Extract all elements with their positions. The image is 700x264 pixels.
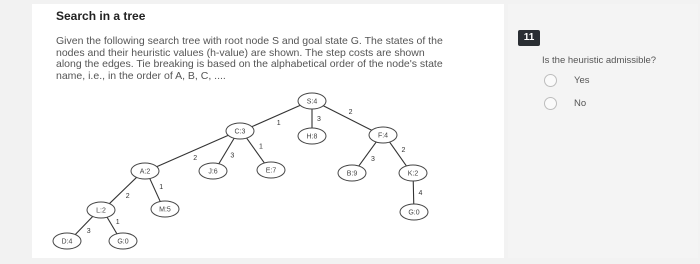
tree-node-h [298, 128, 326, 144]
node-label: C:3 [234, 128, 246, 136]
node-label: S:4 [306, 98, 318, 106]
tree-edge-c-j [218, 138, 234, 165]
option-no-label: No [574, 97, 587, 109]
tree-node-m [151, 201, 179, 217]
node-label: L:2 [96, 207, 106, 215]
tree-node-g2 [109, 233, 137, 249]
edge-cost-label: 3 [86, 228, 91, 236]
edges-layer [74, 104, 422, 236]
tree-node-d [53, 233, 81, 249]
node-label: J:6 [208, 168, 218, 176]
option-yes[interactable] [544, 73, 590, 87]
edge-cost-label: 4 [418, 189, 423, 197]
node-label: B:9 [346, 170, 358, 178]
node-label: D:4 [61, 238, 73, 246]
node-label: M:5 [159, 206, 171, 214]
tree-node-f [369, 127, 397, 143]
edge-cost-label: 3 [230, 152, 235, 160]
description-line: Given the following search tree with root node S and goal state G. The states of the [56, 35, 443, 47]
tree-node-c [226, 123, 254, 139]
node-label: F:4 [377, 132, 389, 140]
tree-node-a [131, 163, 159, 179]
question-number-badge: 11 [518, 30, 540, 46]
description-line: along the edges. Tie breaking is based on the alphabetical order of the node's state [56, 58, 443, 70]
edge-cost-label: 2 [125, 193, 130, 201]
radio-no[interactable] [544, 97, 557, 110]
edge-cost-label: 3 [370, 155, 375, 163]
node-label: G:0 [117, 238, 129, 246]
edge-cost-label: 3 [317, 116, 321, 123]
edge-cost-label: 1 [259, 143, 263, 151]
node-label: G:0 [408, 209, 420, 217]
node-label: E:7 [265, 167, 277, 175]
tree-edge-a-l [108, 176, 137, 204]
tree-node-k [399, 165, 427, 181]
option-yes-label: Yes [574, 74, 590, 86]
question-title: Search in a tree [56, 9, 146, 23]
node-label: A:2 [139, 168, 151, 176]
edge-cost-label: 1 [159, 184, 164, 192]
tree-node-b [338, 165, 366, 181]
radio-yes[interactable] [544, 74, 557, 87]
description-line: nodes and their heuristic values (h-value) are shown. The step costs are shown [56, 46, 425, 59]
node-label: H:8 [306, 133, 318, 141]
description-line: name, i.e., in the order of A, B, C, .... [56, 69, 226, 82]
tree-node-j [199, 163, 227, 179]
edge-cost-label: 2 [348, 109, 353, 117]
edge-cost-label: 1 [276, 119, 281, 127]
nodes-layer [53, 93, 428, 249]
tree-node-s [298, 93, 326, 109]
tree-edge-f-b [358, 141, 377, 167]
option-no[interactable] [544, 96, 587, 110]
tree-edge-s-f [321, 104, 374, 131]
tree-edge-l-d [74, 215, 94, 235]
edge-cost-label: 2 [401, 147, 406, 155]
tree-node-e [257, 162, 285, 178]
question-prompt: Is the heuristic admissible? [542, 55, 657, 66]
node-label: K:2 [407, 170, 419, 178]
edge-cost-label: 2 [193, 154, 198, 162]
tree-node-g1 [400, 204, 428, 220]
edge-cost-label: 1 [115, 218, 120, 226]
tree-node-l [87, 202, 115, 218]
